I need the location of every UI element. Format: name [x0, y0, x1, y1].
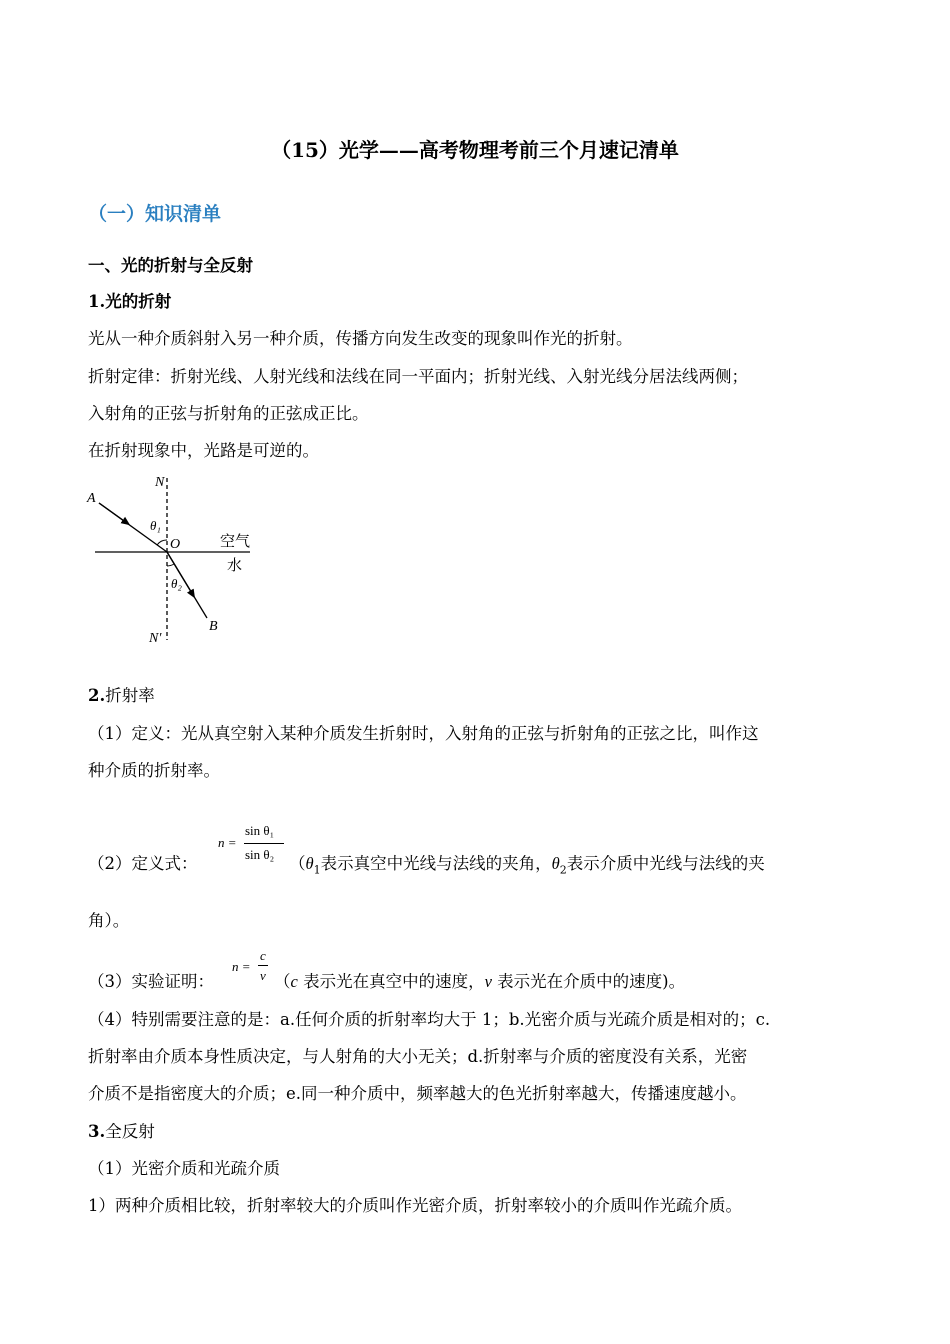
- paragraph-refraction-def: 光从一种介质斜射入另一种介质，传播方向发生改变的现象叫作光的折射。: [88, 329, 633, 348]
- subheading-total-reflection: [88, 1121, 155, 1143]
- heading-refraction-total-reflection: 一、光的折射与全反射: [88, 256, 253, 275]
- theta1-symbol: θ: [305, 854, 314, 873]
- subheading-refractive-index: [88, 685, 155, 707]
- formula-refractive-index: [218, 823, 288, 871]
- formula2-numerator: c: [260, 948, 266, 963]
- v-symbol: v: [484, 972, 492, 991]
- formula-numerator: sin θ₁: [245, 823, 275, 838]
- label-O: O: [170, 537, 181, 552]
- total-reflection-item-1: （1）光密介质和光疏介质: [88, 1159, 280, 1178]
- c-symbol: c: [290, 972, 298, 991]
- subheading-text-3: 全反射: [105, 1122, 155, 1141]
- fraction-bar-2: [258, 965, 268, 966]
- subheading-text: 折射率: [105, 686, 155, 705]
- definition-2-line-2: 角）。: [88, 911, 130, 930]
- formula-denominator: sin θ₂: [245, 847, 275, 862]
- subheading-refraction: 1.光的折射: [88, 292, 172, 311]
- theta2-symbol: θ: [551, 854, 560, 873]
- fraction-bar: [244, 843, 284, 844]
- definition-2-explanation: [289, 853, 765, 881]
- label-N: N: [155, 475, 165, 490]
- definition-3-explanation: [274, 971, 685, 993]
- note-line-3: 介质不是指密度大的介质；e.同一种介质中，频率越大的色光折射率越大，传播速度越小。: [88, 1084, 747, 1103]
- subheading-number: 2.: [88, 686, 106, 705]
- paragraph-reversible: 在折射现象中，光路是可逆的。: [88, 441, 319, 460]
- formula2-denominator: v: [260, 968, 266, 983]
- label-water: 水: [227, 556, 243, 574]
- paren-open: （: [289, 854, 306, 873]
- label-air: 空气: [220, 532, 251, 550]
- paren-open-2: （: [274, 972, 291, 991]
- note-line-1: （4）特别需要注意的是：a.任何介质的折射率均大于 1；b.光密介质与光疏介质是相对的；c.: [88, 1010, 771, 1029]
- subheading-number-3: 3.: [88, 1122, 106, 1141]
- definition-2-label: （2）定义式：: [88, 854, 198, 873]
- angle-arc-2: [167, 564, 174, 566]
- label-N-prime: N′: [149, 631, 162, 646]
- label-theta1: θ₁: [150, 518, 161, 533]
- refraction-diagram: [85, 470, 265, 650]
- definition-3-middle: 表示光在真空中的速度，: [297, 972, 485, 991]
- page-title: （15）光学——高考物理考前三个月速记清单: [271, 138, 679, 162]
- theta1-subscript: 1: [313, 863, 321, 877]
- definition-1-line-1: （1）定义：光从真空射入某种介质发生折射时，入射角的正弦与折射角的正弦之比，叫作这: [88, 724, 759, 743]
- definition-3-end: 表示光在介质中的速度)。: [491, 972, 686, 991]
- theta2-subscript: 2: [559, 863, 567, 877]
- label-theta2: θ₂: [171, 576, 182, 591]
- definition-3-label: （3）实验证明：: [88, 972, 214, 991]
- formula-speed-ratio: [232, 948, 272, 988]
- total-reflection-item-2: 1）两种介质相比较，折射率较大的介质叫作光密介质，折射率较小的介质叫作光疏介质。: [88, 1196, 742, 1215]
- angle-arc-1: [157, 540, 167, 545]
- paragraph-refraction-law-1: 折射定律：折射光线、人射光线和法线在同一平面内；折射光线、入射光线分居法线两侧；: [88, 367, 748, 386]
- definition-2-end: 表示介质中光线与法线的夹: [566, 854, 765, 873]
- label-B: B: [209, 619, 218, 634]
- label-A: A: [87, 491, 96, 506]
- definition-2-middle: 表示真空中光线与法线的夹角，: [320, 854, 552, 873]
- formula2-lhs: n =: [232, 959, 251, 974]
- paragraph-refraction-law-2: 入射角的正弦与折射角的正弦成正比。: [88, 404, 369, 423]
- formula-lhs: n =: [218, 835, 237, 850]
- note-line-2: 折射率由介质本身性质决定，与人射角的大小无关；d.折射率与介质的密度没有关系，光密: [88, 1047, 748, 1066]
- definition-1-line-2: 种介质的折射率。: [88, 761, 220, 780]
- section-heading: （一）知识清单: [88, 203, 222, 225]
